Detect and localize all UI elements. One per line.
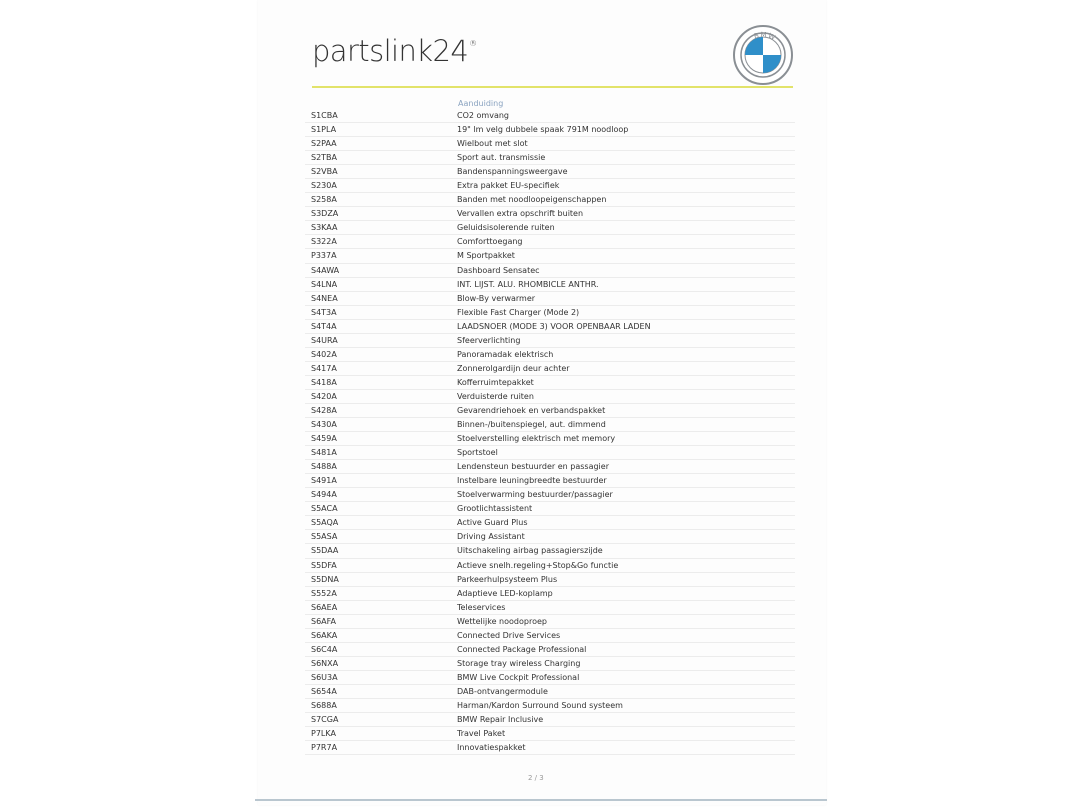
- option-code: S230A: [311, 181, 337, 191]
- option-code: S688A: [311, 700, 337, 710]
- table-row: [305, 264, 795, 278]
- option-description: Instelbare leuningbreedte bestuurder: [457, 476, 607, 486]
- option-code: S4NEA: [311, 293, 338, 303]
- table-row: [305, 418, 795, 432]
- option-code: S322A: [311, 237, 337, 247]
- option-code: S5ASA: [311, 532, 338, 542]
- option-description: Sfeerverlichting: [457, 335, 521, 345]
- option-description: Vervallen extra opschrift buiten: [457, 209, 584, 219]
- table-row: [305, 502, 795, 516]
- table-row: [305, 123, 795, 137]
- header-divider: [312, 86, 793, 88]
- table-row: [305, 362, 795, 376]
- table-row: [305, 559, 795, 573]
- option-description: DAB-ontvangermodule: [457, 686, 548, 696]
- option-description: Teleservices: [457, 602, 506, 612]
- option-description: Kofferruimtepakket: [457, 377, 534, 387]
- option-code: P7R7A: [311, 743, 338, 753]
- table-row: [305, 460, 795, 474]
- option-description: Connected Drive Services: [457, 630, 561, 640]
- option-code: S5ACA: [311, 504, 338, 514]
- option-code: S4T3A: [311, 307, 337, 317]
- option-code: S6C4A: [311, 644, 338, 654]
- option-code: S6U3A: [311, 672, 338, 682]
- table-row: [305, 151, 795, 165]
- option-code: S5DAA: [311, 546, 339, 556]
- table-row: [305, 376, 795, 390]
- table-row: [305, 685, 795, 699]
- options-table: [305, 109, 795, 755]
- option-description: Blow-By verwarmer: [457, 293, 536, 303]
- option-code: S1CBA: [311, 111, 338, 120]
- option-description: Uitschakeling airbag passagierszijde: [457, 546, 603, 556]
- option-code: S2TBA: [311, 153, 338, 163]
- option-description: Stoelverwarming bestuurder/passagier: [457, 490, 613, 500]
- table-row: [305, 671, 795, 685]
- option-code: S258A: [311, 195, 337, 205]
- option-description: Grootlichtassistent: [457, 504, 533, 514]
- registered-mark: ®: [469, 39, 477, 49]
- option-code: S4LNA: [311, 279, 338, 289]
- table-row: [305, 530, 795, 544]
- option-code: S459A: [311, 434, 337, 444]
- page-number: 2 / 3: [528, 774, 544, 782]
- table-row: [305, 713, 795, 727]
- document-page: [258, 0, 826, 805]
- option-code: S5DFA: [311, 560, 337, 570]
- table-row: [305, 629, 795, 643]
- bmw-logo-text: BMW: [753, 30, 778, 43]
- table-row: [305, 488, 795, 502]
- option-code: S5DNA: [311, 574, 339, 584]
- option-code: S2PAA: [311, 139, 337, 149]
- option-code: S654A: [311, 686, 337, 696]
- table-row: [305, 179, 795, 193]
- option-code: S491A: [311, 476, 337, 486]
- table-row: [305, 165, 795, 179]
- option-code: S402A: [311, 349, 337, 359]
- option-code: S494A: [311, 490, 337, 500]
- table-row: [305, 657, 795, 671]
- column-header-aanduiding: Aanduiding: [458, 99, 504, 108]
- option-code: S3KAA: [311, 223, 338, 233]
- option-code: S5AQA: [311, 518, 339, 528]
- table-row: [305, 643, 795, 657]
- table-row: [305, 573, 795, 587]
- table-row: [305, 109, 795, 123]
- option-description: Connected Package Professional: [457, 644, 587, 654]
- option-code: S420A: [311, 391, 337, 401]
- table-row: [305, 446, 795, 460]
- option-code: S428A: [311, 405, 337, 415]
- table-row: [305, 306, 795, 320]
- option-description: INT. LIJST. ALU. RHOMBICLE ANTHR.: [457, 279, 599, 289]
- option-code: S6AEA: [311, 602, 338, 612]
- option-description: Innovatiespakket: [457, 743, 526, 753]
- option-description: BMW Live Cockpit Professional: [457, 672, 580, 682]
- option-description: CO2 omvang: [457, 111, 509, 120]
- option-description: Sport aut. transmissie: [457, 153, 546, 163]
- option-description: Parkeerhulpsysteem Plus: [457, 574, 558, 584]
- option-description: Driving Assistant: [457, 532, 525, 542]
- table-row: [305, 727, 795, 741]
- table-row: [305, 587, 795, 601]
- option-description: Dashboard Sensatec: [457, 265, 540, 275]
- option-description: M Sportpakket: [457, 251, 515, 261]
- option-description: Travel Paket: [457, 729, 506, 739]
- table-row: [305, 292, 795, 306]
- table-row: [305, 320, 795, 334]
- option-description: Extra pakket EU-specifiek: [457, 181, 560, 191]
- option-code: S7CGA: [311, 715, 339, 725]
- option-description: Harman/Kardon Surround Sound systeem: [457, 700, 623, 710]
- option-description: Adaptieve LED-koplamp: [457, 588, 553, 598]
- option-code: S6AFA: [311, 616, 336, 626]
- option-description: Comforttoegang: [457, 237, 523, 247]
- table-row: [305, 432, 795, 446]
- option-code: S1PLA: [311, 125, 337, 135]
- option-code: S2VBA: [311, 167, 338, 177]
- table-row: [305, 137, 795, 151]
- option-description: Active Guard Plus: [457, 518, 528, 528]
- option-code: S488A: [311, 462, 337, 472]
- option-code: S481A: [311, 448, 337, 458]
- option-description: Zonnerolgardijn deur achter: [457, 363, 570, 373]
- option-description: Storage tray wireless Charging: [457, 658, 581, 668]
- option-code: S552A: [311, 588, 337, 598]
- option-description: BMW Repair Inclusive: [457, 715, 544, 725]
- option-code: S417A: [311, 363, 337, 373]
- option-description: Geluidsisolerende ruiten: [457, 223, 555, 233]
- option-code: S4URA: [311, 335, 338, 345]
- option-description: 19" lm velg dubbele spaak 791M noodloop: [457, 125, 629, 135]
- table-row: [305, 193, 795, 207]
- table-row: [305, 278, 795, 292]
- option-description: Panoramadak elektrisch: [457, 349, 554, 359]
- option-code: S4AWA: [311, 265, 340, 275]
- option-code: S6NXA: [311, 658, 339, 668]
- table-row: [305, 348, 795, 362]
- table-row: [305, 516, 795, 530]
- table-row: [305, 390, 795, 404]
- option-description: Wettelijke noodoproep: [457, 616, 547, 626]
- option-code: P7LKA: [311, 729, 336, 739]
- option-code: S4T4A: [311, 321, 337, 331]
- option-description: Bandenspanningsweergave: [457, 167, 568, 177]
- table-row: [305, 544, 795, 558]
- option-description: Actieve snelh.regeling+Stop&Go functie: [457, 560, 619, 570]
- option-description: Binnen-/buitenspiegel, aut. dimmend: [457, 420, 606, 430]
- logo-text: partslink24: [312, 34, 469, 68]
- table-row: [305, 249, 795, 263]
- option-code: P337A: [311, 251, 337, 261]
- option-code: S430A: [311, 420, 337, 430]
- option-code: S6AKA: [311, 630, 338, 640]
- table-row: [305, 615, 795, 629]
- option-code: S418A: [311, 377, 337, 387]
- page-bottom-edge: [255, 799, 827, 801]
- option-description: Sportstoel: [457, 448, 498, 458]
- option-description: Wielbout met slot: [457, 139, 528, 149]
- table-row: [305, 404, 795, 418]
- option-description: Gevarendriehoek en verbandspakket: [457, 405, 606, 415]
- option-description: Flexible Fast Charger (Mode 2): [457, 307, 580, 317]
- option-description: LAADSNOER (MODE 3) VOOR OPENBAAR LADEN: [457, 321, 651, 331]
- table-row: [305, 235, 795, 249]
- table-row: [305, 601, 795, 615]
- option-description: Verduisterde ruiten: [457, 391, 534, 401]
- table-row: [305, 334, 795, 348]
- partslink24-logo: [312, 34, 477, 68]
- option-description: Stoelverstelling elektrisch met memory: [457, 434, 616, 444]
- table-row: [305, 741, 795, 755]
- option-description: Banden met noodloopeigenschappen: [457, 195, 607, 205]
- option-description: Lendensteun bestuurder en passagier: [457, 462, 609, 472]
- table-row: [305, 221, 795, 235]
- bmw-logo-icon: [732, 24, 794, 86]
- table-row: [305, 699, 795, 713]
- table-row: [305, 207, 795, 221]
- option-code: S3DZA: [311, 209, 339, 219]
- table-row: [305, 474, 795, 488]
